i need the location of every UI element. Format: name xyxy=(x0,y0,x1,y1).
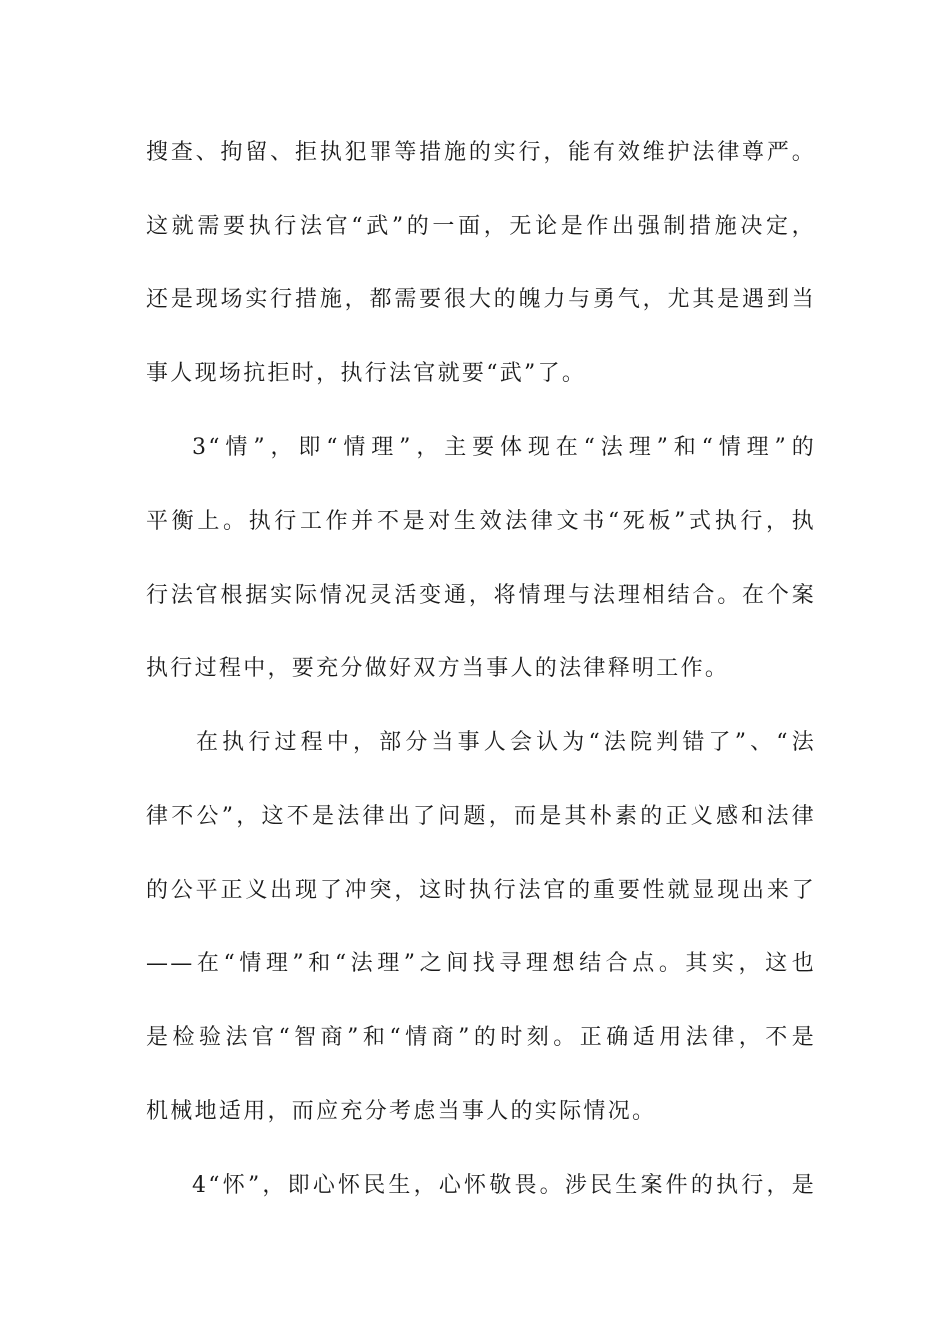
text-line: 行法官根据实际情况灵活变通，将情理与法理相结合。在个案 xyxy=(146,583,816,608)
text-line: 的公平正义出现了冲突，这时执行法官的重要性就显现出来了 xyxy=(146,878,816,903)
text-line: 还是现场实行措施，都需要很大的魄力与勇气，尤其是遇到当 xyxy=(146,287,816,312)
text-line: 机械地适用，而应充分考虑当事人的实际情况。 xyxy=(146,1099,657,1124)
text-line: ——在“情理”和“法理”之间找寻理想结合点。其实，这也 xyxy=(146,951,816,976)
text-line: 事人现场抗拒时，执行法官就要“武”了。 xyxy=(146,361,587,386)
text-line: 律不公”，这不是法律出了问题，而是其朴素的正义感和法律 xyxy=(146,804,816,829)
text-line: 是检验法官“智商”和“情商”的时刻。正确适用法律，不是 xyxy=(146,1025,816,1050)
text-line: 在执行过程中，部分当事人会认为“法院判错了”、“法 xyxy=(196,730,816,755)
text-line: 这就需要执行法官“武”的一面，无论是作出强制措施决定， xyxy=(146,214,816,239)
text-line: 4“怀”，即心怀民生，心怀敬畏。涉民生案件的执行，是 xyxy=(192,1173,816,1198)
text-line: 平衡上。执行工作并不是对生效法律文书“死板”式执行，执 xyxy=(146,509,816,534)
text-line: 执行过程中，要充分做好双方当事人的法律释明工作。 xyxy=(146,656,730,681)
text-line: 搜查、拘留、拒执犯罪等措施的实行，能有效维护法律尊严。 xyxy=(146,140,816,165)
text-line: 3“情”，即“情理”，主要体现在“法理”和“情理”的 xyxy=(192,435,816,460)
